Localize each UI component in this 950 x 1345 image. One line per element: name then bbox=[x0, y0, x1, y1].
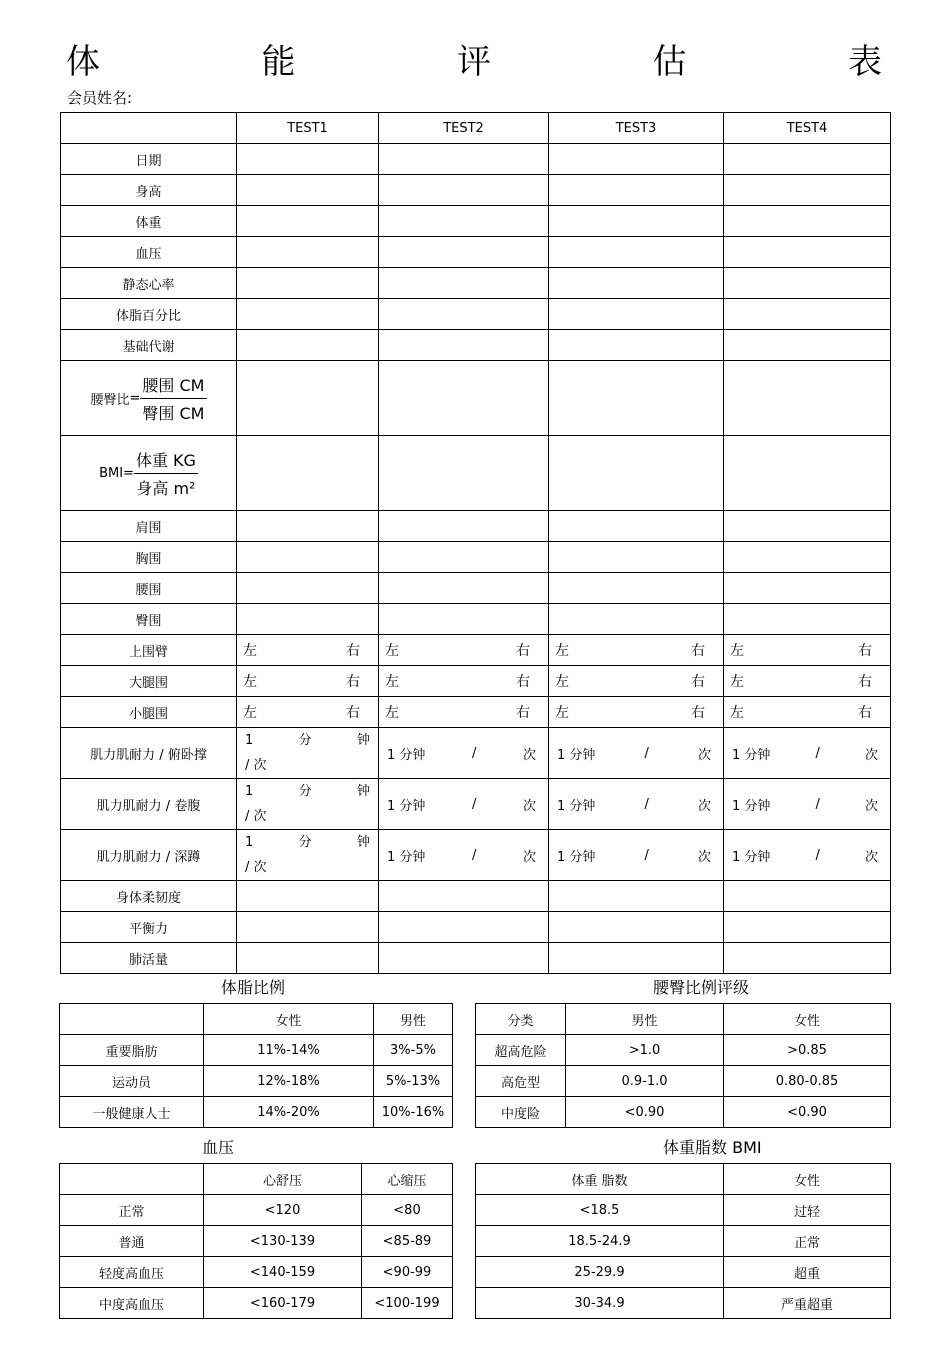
table-cell: 0.9-1.0 bbox=[566, 1066, 724, 1097]
unit-text: 次 bbox=[864, 849, 878, 865]
per-minute-cell[interactable] bbox=[237, 830, 379, 881]
per-minute-cell[interactable] bbox=[379, 779, 549, 830]
bmi-table bbox=[475, 1163, 891, 1319]
table-cell: 轻度高血压 bbox=[60, 1257, 204, 1288]
right-label: 右 bbox=[691, 643, 705, 659]
row-label: 静态心率 bbox=[61, 268, 237, 299]
table-cell: 18.5-24.9 bbox=[476, 1226, 724, 1257]
table-row bbox=[61, 728, 891, 779]
equals-sign: = bbox=[129, 390, 141, 406]
header-row bbox=[476, 1004, 891, 1035]
table-row bbox=[476, 1035, 891, 1066]
table-cell: <80 bbox=[362, 1195, 453, 1226]
unit-text: 1 bbox=[245, 733, 254, 748]
left-right-cell[interactable] bbox=[724, 635, 891, 666]
whr-rating-title: 腰臀比例评级 bbox=[653, 978, 750, 997]
table-cell: 25-29.9 bbox=[476, 1257, 724, 1288]
table-cell: 超重 bbox=[724, 1257, 891, 1288]
input-cell[interactable] bbox=[379, 881, 549, 912]
unit-text: / bbox=[644, 796, 649, 812]
input-cell[interactable] bbox=[549, 330, 724, 361]
input-cell[interactable] bbox=[379, 175, 549, 206]
input-cell[interactable] bbox=[549, 604, 724, 635]
column-header: 男性 bbox=[374, 1004, 453, 1035]
table-row bbox=[476, 1226, 891, 1257]
column-header: 女性 bbox=[724, 1164, 891, 1195]
unit-text: 1 分钟 bbox=[557, 798, 596, 814]
input-cell[interactable] bbox=[724, 144, 891, 175]
column-header: 男性 bbox=[566, 1004, 724, 1035]
title-char: 能 bbox=[261, 42, 296, 82]
input-cell[interactable] bbox=[237, 511, 379, 542]
left-right-cell[interactable] bbox=[379, 666, 549, 697]
denominator: 臀围 CM bbox=[142, 403, 205, 423]
table-cell: <160-179 bbox=[204, 1288, 362, 1319]
table-cell: 超高危险 bbox=[476, 1035, 566, 1066]
per-minute-cell[interactable] bbox=[724, 830, 891, 881]
table-row bbox=[61, 144, 891, 175]
table-cell: 正常 bbox=[724, 1226, 891, 1257]
input-cell[interactable] bbox=[724, 881, 891, 912]
header-row bbox=[60, 1004, 453, 1035]
input-cell[interactable] bbox=[237, 361, 379, 436]
unit-text: 次 bbox=[697, 798, 711, 814]
column-header: 女性 bbox=[204, 1004, 374, 1035]
unit-text: / bbox=[815, 796, 820, 812]
input-cell[interactable] bbox=[379, 144, 549, 175]
table-cell: 过轻 bbox=[724, 1195, 891, 1226]
table-row bbox=[61, 237, 891, 268]
per-minute-cell[interactable] bbox=[549, 830, 724, 881]
unit-text: 1 bbox=[245, 784, 254, 799]
page-title bbox=[66, 40, 882, 84]
table-row bbox=[61, 436, 891, 511]
input-cell[interactable] bbox=[379, 299, 549, 330]
test-header: TEST3 bbox=[549, 113, 724, 144]
per-minute-cell[interactable] bbox=[379, 728, 549, 779]
title-char: 估 bbox=[652, 42, 687, 82]
unit-text: / bbox=[472, 847, 477, 863]
right-label: 右 bbox=[346, 643, 360, 659]
table-row bbox=[476, 1288, 891, 1319]
left-label: 左 bbox=[243, 705, 257, 721]
input-cell[interactable] bbox=[549, 237, 724, 268]
table-row bbox=[61, 175, 891, 206]
input-cell[interactable] bbox=[237, 299, 379, 330]
input-cell[interactable] bbox=[237, 330, 379, 361]
input-cell[interactable] bbox=[549, 511, 724, 542]
input-cell[interactable] bbox=[237, 573, 379, 604]
input-cell[interactable] bbox=[237, 881, 379, 912]
input-cell[interactable] bbox=[724, 511, 891, 542]
unit-text: 1 分钟 bbox=[387, 798, 426, 814]
input-cell[interactable] bbox=[379, 268, 549, 299]
test-header: TEST2 bbox=[379, 113, 549, 144]
per-minute-cell[interactable] bbox=[549, 728, 724, 779]
table-cell: <0.90 bbox=[724, 1097, 891, 1128]
table-cell: 中度险 bbox=[476, 1097, 566, 1128]
unit-text: 次 bbox=[522, 849, 536, 865]
left-label: 左 bbox=[730, 674, 744, 690]
input-cell[interactable] bbox=[237, 237, 379, 268]
table-row bbox=[61, 635, 891, 666]
input-cell[interactable] bbox=[379, 361, 549, 436]
table-cell: <90-99 bbox=[362, 1257, 453, 1288]
table-row bbox=[61, 542, 891, 573]
right-label: 右 bbox=[858, 643, 872, 659]
right-label: 右 bbox=[516, 705, 530, 721]
table-row bbox=[61, 697, 891, 728]
table-row bbox=[61, 881, 891, 912]
bp-table bbox=[59, 1163, 453, 1319]
row-label: 腰围 bbox=[61, 573, 237, 604]
unit-text: 次 bbox=[522, 798, 536, 814]
unit-text: 次 bbox=[864, 798, 878, 814]
left-label: 左 bbox=[243, 674, 257, 690]
input-cell[interactable] bbox=[549, 573, 724, 604]
right-label: 右 bbox=[691, 705, 705, 721]
corner-cell bbox=[61, 113, 237, 144]
right-label: 右 bbox=[858, 674, 872, 690]
table-row bbox=[61, 604, 891, 635]
title-char: 表 bbox=[848, 42, 882, 82]
input-cell[interactable] bbox=[549, 943, 724, 974]
left-right-cell[interactable] bbox=[379, 697, 549, 728]
input-cell[interactable] bbox=[724, 299, 891, 330]
row-label: 大腿围 bbox=[61, 666, 237, 697]
unit-text: / bbox=[644, 745, 649, 761]
table-cell: <18.5 bbox=[476, 1195, 724, 1226]
input-cell[interactable] bbox=[724, 237, 891, 268]
table-cell: 30-34.9 bbox=[476, 1288, 724, 1319]
left-label: 左 bbox=[385, 674, 399, 690]
table-row bbox=[61, 511, 891, 542]
unit-text: 钟 bbox=[356, 835, 370, 850]
input-cell[interactable] bbox=[237, 206, 379, 237]
row-label: 基础代谢 bbox=[61, 330, 237, 361]
table-row bbox=[60, 1195, 453, 1226]
input-cell[interactable] bbox=[237, 943, 379, 974]
row-label: 上围臂 bbox=[61, 635, 237, 666]
row-label: 肌力肌耐力 / 卷腹 bbox=[61, 779, 237, 830]
table-cell: 一般健康人士 bbox=[60, 1097, 204, 1128]
table-cell: 运动员 bbox=[60, 1066, 204, 1097]
table-cell: 正常 bbox=[60, 1195, 204, 1226]
column-header: 分类 bbox=[476, 1004, 566, 1035]
table-cell: 重要脂肪 bbox=[60, 1035, 204, 1066]
row-label: 肌力肌耐力 / 俯卧撑 bbox=[61, 728, 237, 779]
table-cell: <85-89 bbox=[362, 1226, 453, 1257]
input-cell[interactable] bbox=[549, 361, 724, 436]
left-right-cell[interactable] bbox=[724, 666, 891, 697]
column-header bbox=[60, 1004, 204, 1035]
per-minute-cell[interactable] bbox=[237, 779, 379, 830]
left-right-cell[interactable] bbox=[237, 635, 379, 666]
unit-text: 次 bbox=[697, 747, 711, 763]
left-right-cell[interactable] bbox=[724, 697, 891, 728]
input-cell[interactable] bbox=[724, 268, 891, 299]
input-cell[interactable] bbox=[379, 943, 549, 974]
table-row bbox=[61, 943, 891, 974]
unit-text: / bbox=[815, 847, 820, 863]
input-cell[interactable] bbox=[549, 542, 724, 573]
input-cell[interactable] bbox=[549, 144, 724, 175]
input-cell[interactable] bbox=[379, 206, 549, 237]
left-label: 左 bbox=[730, 705, 744, 721]
unit-text: 1 分钟 bbox=[732, 849, 771, 865]
table-cell: 3%-5% bbox=[374, 1035, 453, 1066]
unit-text: / 次 bbox=[245, 860, 267, 875]
bmi-title: 体重脂数 BMI bbox=[663, 1138, 762, 1157]
unit-text: 钟 bbox=[356, 733, 370, 748]
table-cell: >1.0 bbox=[566, 1035, 724, 1066]
table-row bbox=[476, 1066, 891, 1097]
input-cell[interactable] bbox=[237, 542, 379, 573]
table-cell: <130-139 bbox=[204, 1226, 362, 1257]
input-cell[interactable] bbox=[237, 436, 379, 511]
title-char: 体 bbox=[66, 42, 100, 82]
table-cell: 严重超重 bbox=[724, 1288, 891, 1319]
unit-text: 分 bbox=[298, 784, 312, 799]
input-cell[interactable] bbox=[724, 436, 891, 511]
table-row bbox=[60, 1097, 453, 1128]
input-cell[interactable] bbox=[724, 573, 891, 604]
input-cell[interactable] bbox=[724, 912, 891, 943]
numerator: 腰围 CM bbox=[140, 373, 206, 399]
left-label: 左 bbox=[385, 643, 399, 659]
left-label: 左 bbox=[555, 643, 569, 659]
row-label: 肺活量 bbox=[61, 943, 237, 974]
right-label: 右 bbox=[346, 705, 360, 721]
header-row bbox=[61, 113, 891, 144]
table-row bbox=[60, 1257, 453, 1288]
table-cell: 12%-18% bbox=[204, 1066, 374, 1097]
table-row bbox=[476, 1257, 891, 1288]
input-cell[interactable] bbox=[724, 542, 891, 573]
input-cell[interactable] bbox=[379, 912, 549, 943]
table-row bbox=[61, 206, 891, 237]
table-row bbox=[60, 1066, 453, 1097]
table-cell: 14%-20% bbox=[204, 1097, 374, 1128]
input-cell[interactable] bbox=[379, 604, 549, 635]
per-minute-cell[interactable] bbox=[237, 728, 379, 779]
column-header bbox=[60, 1164, 204, 1195]
left-right-cell[interactable] bbox=[549, 666, 724, 697]
left-right-cell[interactable] bbox=[549, 635, 724, 666]
table-cell: 高危型 bbox=[476, 1066, 566, 1097]
table-row bbox=[61, 779, 891, 830]
row-label: 身高 bbox=[61, 175, 237, 206]
left-label: 左 bbox=[385, 705, 399, 721]
table-cell: <120 bbox=[204, 1195, 362, 1226]
table-cell: 10%-16% bbox=[374, 1097, 453, 1128]
unit-text: 1 分钟 bbox=[732, 747, 771, 763]
left-right-cell[interactable] bbox=[237, 666, 379, 697]
right-label: 右 bbox=[858, 705, 872, 721]
unit-text: 次 bbox=[522, 747, 536, 763]
unit-text: / 次 bbox=[245, 758, 267, 773]
whr-formula bbox=[61, 361, 237, 436]
table-row bbox=[61, 573, 891, 604]
input-cell[interactable] bbox=[379, 330, 549, 361]
table-row bbox=[61, 299, 891, 330]
right-label: 右 bbox=[516, 674, 530, 690]
input-cell[interactable] bbox=[724, 604, 891, 635]
test-header: TEST4 bbox=[724, 113, 891, 144]
row-label: 体重 bbox=[61, 206, 237, 237]
input-cell[interactable] bbox=[549, 206, 724, 237]
header-row bbox=[476, 1164, 891, 1195]
whr-rating-table bbox=[475, 1003, 891, 1128]
column-header: 心舒压 bbox=[204, 1164, 362, 1195]
input-cell[interactable] bbox=[724, 330, 891, 361]
left-right-cell[interactable] bbox=[379, 635, 549, 666]
unit-text: 次 bbox=[864, 747, 878, 763]
input-cell[interactable] bbox=[549, 912, 724, 943]
left-label: 左 bbox=[555, 674, 569, 690]
input-cell[interactable] bbox=[549, 881, 724, 912]
input-cell[interactable] bbox=[379, 436, 549, 511]
row-label: 身体柔韧度 bbox=[61, 881, 237, 912]
fraction bbox=[140, 373, 206, 424]
input-cell[interactable] bbox=[549, 175, 724, 206]
table-cell: <100-199 bbox=[362, 1288, 453, 1319]
table-cell: <140-159 bbox=[204, 1257, 362, 1288]
row-label: 胸围 bbox=[61, 542, 237, 573]
unit-text: 1 分钟 bbox=[387, 849, 426, 865]
table-row bbox=[61, 912, 891, 943]
per-minute-cell[interactable] bbox=[724, 728, 891, 779]
unit-text: / 次 bbox=[245, 809, 267, 824]
left-right-cell[interactable] bbox=[549, 697, 724, 728]
test-header: TEST1 bbox=[237, 113, 379, 144]
denominator: 身高 m² bbox=[136, 478, 196, 498]
table-row bbox=[476, 1097, 891, 1128]
input-cell[interactable] bbox=[549, 268, 724, 299]
input-cell[interactable] bbox=[549, 299, 724, 330]
row-label: 平衡力 bbox=[61, 912, 237, 943]
row-label: 肌力肌耐力 / 深蹲 bbox=[61, 830, 237, 881]
unit-text: 1 分钟 bbox=[732, 798, 771, 814]
table-row bbox=[61, 361, 891, 436]
left-label: 左 bbox=[243, 643, 257, 659]
input-cell[interactable] bbox=[237, 144, 379, 175]
input-cell[interactable] bbox=[379, 542, 549, 573]
per-minute-cell[interactable] bbox=[549, 779, 724, 830]
fraction bbox=[134, 448, 198, 499]
column-header: 体重 脂数 bbox=[476, 1164, 724, 1195]
row-label: 臀围 bbox=[61, 604, 237, 635]
unit-text: / bbox=[644, 847, 649, 863]
left-label: 左 bbox=[555, 705, 569, 721]
title-char: 评 bbox=[457, 42, 491, 82]
row-label: 血压 bbox=[61, 237, 237, 268]
input-cell[interactable] bbox=[237, 604, 379, 635]
input-cell[interactable] bbox=[549, 436, 724, 511]
unit-text: 分 bbox=[298, 835, 312, 850]
input-cell[interactable] bbox=[237, 912, 379, 943]
column-header: 女性 bbox=[724, 1004, 891, 1035]
per-minute-cell[interactable] bbox=[379, 830, 549, 881]
table-cell: <0.90 bbox=[566, 1097, 724, 1128]
input-cell[interactable] bbox=[379, 237, 549, 268]
right-label: 右 bbox=[691, 674, 705, 690]
unit-text: 1 分钟 bbox=[557, 747, 596, 763]
table-cell: 0.80-0.85 bbox=[724, 1066, 891, 1097]
header-row bbox=[60, 1164, 453, 1195]
table-row bbox=[476, 1195, 891, 1226]
input-cell[interactable] bbox=[237, 175, 379, 206]
unit-text: / bbox=[472, 745, 477, 761]
unit-text: 1 分钟 bbox=[557, 849, 596, 865]
input-cell[interactable] bbox=[379, 573, 549, 604]
table-cell: 中度高血压 bbox=[60, 1288, 204, 1319]
formula-label: 腰臀比 bbox=[90, 392, 130, 408]
unit-text: 1 bbox=[245, 835, 254, 850]
input-cell[interactable] bbox=[379, 511, 549, 542]
table-row bbox=[61, 666, 891, 697]
assessment-table bbox=[60, 112, 891, 974]
row-label: 小腿围 bbox=[61, 697, 237, 728]
table-row bbox=[61, 330, 891, 361]
input-cell[interactable] bbox=[724, 206, 891, 237]
member-name-label: 会员姓名: bbox=[67, 89, 133, 107]
right-label: 右 bbox=[346, 674, 360, 690]
input-cell[interactable] bbox=[724, 943, 891, 974]
table-cell: 5%-13% bbox=[374, 1066, 453, 1097]
table-cell: 普通 bbox=[60, 1226, 204, 1257]
table-cell: 11%-14% bbox=[204, 1035, 374, 1066]
left-label: 左 bbox=[730, 643, 744, 659]
bodyfat-title: 体脂比例 bbox=[221, 978, 286, 997]
formula-label: BMI= bbox=[99, 465, 134, 481]
input-cell[interactable] bbox=[724, 175, 891, 206]
table-row bbox=[60, 1035, 453, 1066]
right-label: 右 bbox=[516, 643, 530, 659]
bmi-formula bbox=[61, 436, 237, 511]
table-row bbox=[60, 1288, 453, 1319]
unit-text: 次 bbox=[697, 849, 711, 865]
table-row bbox=[61, 830, 891, 881]
unit-text: 1 分钟 bbox=[387, 747, 426, 763]
input-cell[interactable] bbox=[237, 268, 379, 299]
bp-title: 血压 bbox=[202, 1138, 235, 1157]
row-label: 肩围 bbox=[61, 511, 237, 542]
left-right-cell[interactable] bbox=[237, 697, 379, 728]
numerator: 体重 KG bbox=[134, 448, 198, 474]
unit-text: / bbox=[472, 796, 477, 812]
unit-text: 钟 bbox=[356, 784, 370, 799]
unit-text: / bbox=[815, 745, 820, 761]
table-row bbox=[61, 268, 891, 299]
unit-text: 分 bbox=[298, 733, 312, 748]
row-label: 日期 bbox=[61, 144, 237, 175]
table-cell: >0.85 bbox=[724, 1035, 891, 1066]
column-header: 心缩压 bbox=[362, 1164, 453, 1195]
input-cell[interactable] bbox=[724, 361, 891, 436]
table-row bbox=[60, 1226, 453, 1257]
row-label: 体脂百分比 bbox=[61, 299, 237, 330]
bodyfat-table bbox=[59, 1003, 453, 1128]
per-minute-cell[interactable] bbox=[724, 779, 891, 830]
